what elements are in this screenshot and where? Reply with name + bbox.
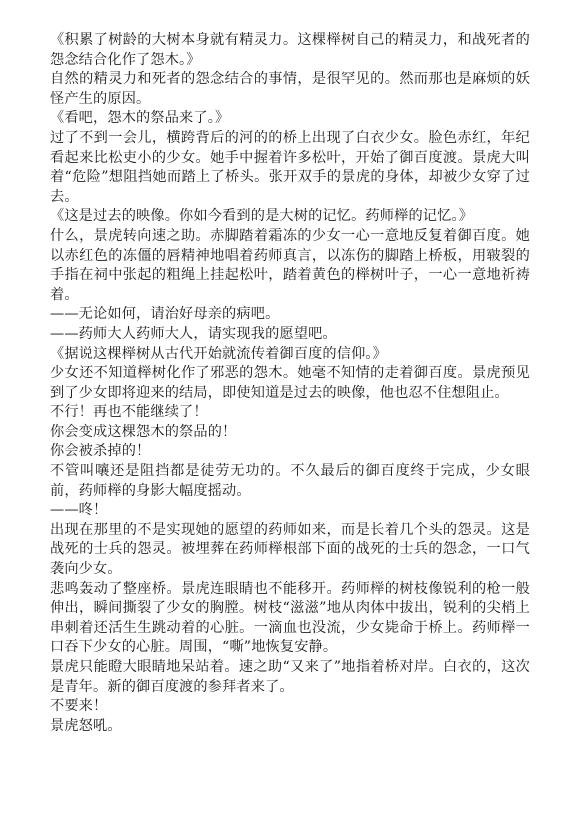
paragraph: 过了不到一会儿，横跨背后的河的的桥上出现了白衣少女。脸色赤红，年纪看起来比松吏小的少女。她手中握着许多松叶，开始了御百度渡。景虎大叫着“危险”想阻挡她而踏上了桥头。张开双手的景虎的身体，却被少女穿了过去。	[50, 129, 530, 205]
paragraph: 景虎只能瞪大眼睛地呆站着。速之助“又来了”地指着桥对岸。白衣的，这次是青年。新的御百度渡的参拜者来了。	[50, 659, 530, 695]
paragraph: 《这是过去的映像。你如今看到的是大树的记忆。药师榉的记忆。》	[50, 208, 474, 225]
paragraph: 《积累了树龄的大树本身就有精灵力。这棵榉树自己的精灵力，和战死者的怨念结合化作了怨木。》	[50, 32, 530, 68]
paragraph: ——咚！	[50, 502, 108, 519]
paragraph: 自然的精灵力和死者的怨念结合的事情，是很罕见的。然而那也是麻烦的妖怪产生的原因。	[50, 71, 530, 107]
paragraph: 你会变成这棵怨木的祭品的！	[50, 423, 237, 440]
paragraph: 少女还不知道榉树化作了邪恶的怨木。她毫不知情的走着御百度。景虎预见到了少女即将迎来的结局，即使知道是过去的映像，他也忍不住想阻止。	[50, 365, 530, 401]
paragraph: 景虎怒吼。	[50, 717, 122, 734]
paragraph: 你会被杀掉的！	[50, 443, 151, 460]
paragraph: ——药师大人药师大人，请实现我的愿望吧。	[50, 325, 337, 342]
paragraph: 不要来！	[50, 698, 108, 715]
document-body	[50, 31, 530, 736]
paragraph: 《看吧，怨木的祭品来了。》	[50, 110, 230, 127]
paragraph: 不管叫嚷还是阻挡都是徒劳无功的。不久最后的御百度终于完成，少女眼前，药师榉的身影大幅度摇动。	[50, 463, 530, 499]
paragraph: 不行！再也不能继续了！	[50, 404, 208, 421]
paragraph: 出现在那里的不是实现她的愿望的药师如来，而是长着几个头的怨灵。这是战死的士兵的怨灵。被埋葬在药师榉根部下面的战死的士兵的怨念，一口气袭向少女。	[50, 521, 530, 578]
paragraph: 什么，景虎转向速之助。赤脚踏着霜冻的少女一心一意地反复着御百度。她以赤红色的冻僵的唇精神地唱着药师真言，以冻伤的脚踏上桥板，用皲裂的手指在祠中张起的粗绳上挂起松叶，踏着黄色的榉树叶子，一心一意地祈祷着。	[50, 227, 530, 303]
paragraph: 悲鸣轰动了整座桥。景虎连眼睛也不能移开。药师榉的树枝像锐利的枪一般伸出，瞬间撕裂了少女的胸膛。树枝“滋滋”地从肉体中拔出，锐利的尖梢上串刺着还活生生跳动着的心脏。一滴血也没流，少女毙命于桥上。药师榉一口吞下少女的心脏。周围，“嘶”地恢复安静。	[50, 580, 530, 656]
paragraph: ——无论如何，请治好母亲的病吧。	[50, 306, 280, 323]
paragraph: 《据说这棵榉树从古代开始就流传着御百度的信仰。》	[50, 345, 388, 362]
